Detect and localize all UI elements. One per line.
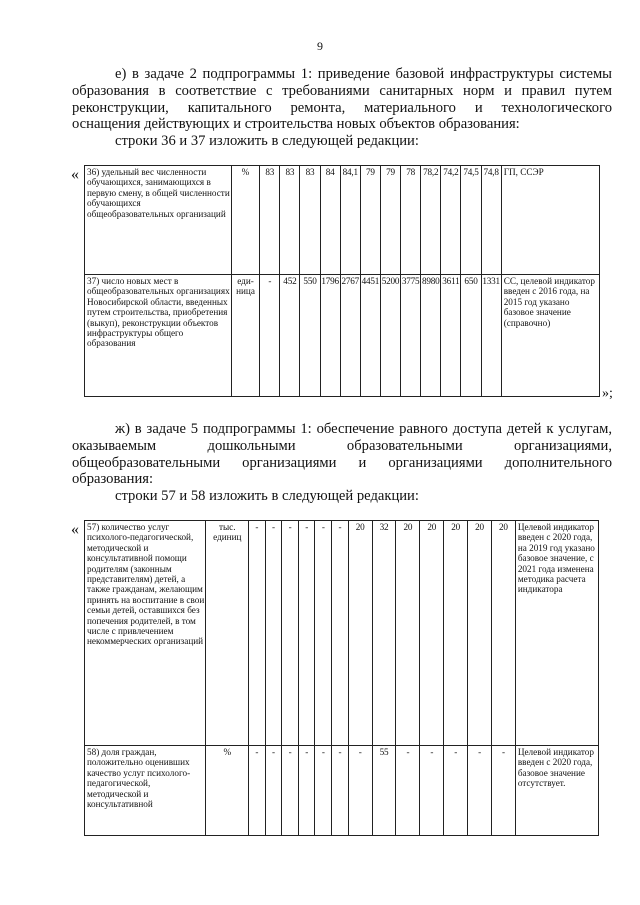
table2-row-57: [85, 521, 599, 746]
section-zh-line-2: оказываемым дошкольными образовательными организациями,: [72, 437, 612, 454]
row-57-value: 20: [348, 521, 372, 746]
section-zh-line-3: общеобразовательными организациями и организациями дополнительного: [72, 454, 612, 471]
row-36-value: 74,5: [461, 166, 481, 275]
row-57-value: -: [265, 521, 282, 746]
row-37-value: 550: [300, 275, 320, 397]
row-36-value: 79: [360, 166, 380, 275]
row-37-unit: еди-ница: [231, 275, 259, 397]
section-e-line-1: е) в задаче 2 подпрограммы 1: приведение базовой инфраструктуры системы: [115, 66, 612, 82]
row-57-value: 20: [396, 521, 420, 746]
row-36-value: 78: [401, 166, 421, 275]
row-57-unit: тыс. единиц: [206, 521, 249, 746]
section-zh-line-1: ж) в задаче 5 подпрограммы 1: обеспечение равного доступа детей к услугам,: [115, 421, 612, 437]
row-36-value: 84: [320, 166, 340, 275]
row-36-unit: %: [231, 166, 259, 275]
row-57-value: 20: [491, 521, 515, 746]
table1-row-37: [85, 275, 600, 397]
row-37-value: 3611: [441, 275, 461, 397]
row-37-value: 1796: [320, 275, 340, 397]
row-58-value: -: [444, 746, 468, 836]
row-37-note: СС, целевой индикатор введен с 2016 года, на 2015 год указано базовое значение (справочно): [501, 275, 599, 397]
row-58-note: Целевой индикатор введен с 2020 года, базовое значение отсутствует.: [515, 746, 598, 836]
row-37-value: 650: [461, 275, 481, 397]
row-58-value: -: [298, 746, 315, 836]
row-57-value: 20: [468, 521, 492, 746]
row-36-note: ГП, ССЭР: [501, 166, 599, 275]
row-57-value: -: [332, 521, 349, 746]
table2-open-quote: «: [71, 521, 79, 538]
row-37-value: 2767: [340, 275, 360, 397]
row-58-value: -: [249, 746, 266, 836]
row-57-value: -: [282, 521, 299, 746]
section-e-line-2: образования в соответствие с требованиями санитарных норм и правил путем: [72, 82, 612, 99]
row-57-note: Целевой индикатор введен с 2020 года, на 2019 год указано базовое значение, с 2021 года изменена методика расчета индикатора: [515, 521, 598, 746]
row-37-value: 452: [280, 275, 300, 397]
row-58-value: -: [315, 746, 332, 836]
row-36-value: 74,8: [481, 166, 501, 275]
table1-open-quote: «: [71, 166, 79, 183]
section-e-line-4: оснащения действующих и строительства новых объектов образования:: [72, 116, 520, 133]
table1-row-36: [85, 166, 600, 275]
row-57-value: -: [298, 521, 315, 746]
row-58-value: -: [420, 746, 444, 836]
row-58-value: -: [348, 746, 372, 836]
row-37-value: 3775: [401, 275, 421, 397]
row-58-value: -: [282, 746, 299, 836]
row-58-value: 55: [372, 746, 396, 836]
row-58-unit: %: [206, 746, 249, 836]
row-58-name: 58) доля граждан, положительно оценивших качество услуг психолого-педагогической, методической и консультативной: [85, 746, 206, 836]
row-36-value: 79: [380, 166, 400, 275]
table1-close-quote: »;: [602, 386, 613, 401]
row-58-value: -: [491, 746, 515, 836]
row-36-value: 83: [300, 166, 320, 275]
row-57-value: -: [249, 521, 266, 746]
row-36-value: 78,2: [421, 166, 441, 275]
row-58-value: -: [332, 746, 349, 836]
row-58-value: -: [468, 746, 492, 836]
row-36-value: 83: [260, 166, 280, 275]
table1: [84, 165, 600, 397]
section-e-line-3: реконструкции, капитального ремонта, материального и технологического: [72, 99, 612, 116]
row-36-value: 84,1: [340, 166, 360, 275]
row-57-value: 20: [444, 521, 468, 746]
section-zh-paragraph: [72, 421, 612, 505]
row-58-value: -: [265, 746, 282, 836]
section-e-paragraph: [72, 66, 612, 150]
row-37-value: 8980: [421, 275, 441, 397]
section-e-instruction: строки 36 и 37 изложить в следующей редакции:: [115, 133, 419, 150]
row-57-value: -: [315, 521, 332, 746]
row-37-name: 37) число новых мест в общеобразовательных организациях Новосибирской области, введенных путем строительства, приобретения (выкуп), реконструкции объектов инфраструктуры общего образования: [85, 275, 232, 397]
table2: [84, 520, 599, 836]
row-37-value: -: [260, 275, 280, 397]
row-37-value: 1331: [481, 275, 501, 397]
page-number: 9: [317, 39, 323, 53]
row-36-name: 36) удельный вес численности обучающихся, занимающихся в первую смену, в общей численности обучающихся общеобразовательных организаций: [85, 166, 232, 275]
row-58-value: -: [396, 746, 420, 836]
table2-row-58: [85, 746, 599, 836]
row-57-value: 32: [372, 521, 396, 746]
row-37-value: 5200: [380, 275, 400, 397]
row-36-value: 74,2: [441, 166, 461, 275]
section-zh-instruction: строки 57 и 58 изложить в следующей редакции:: [115, 488, 419, 505]
row-37-value: 4451: [360, 275, 380, 397]
row-57-value: 20: [420, 521, 444, 746]
row-36-value: 83: [280, 166, 300, 275]
row-57-name: 57) количество услуг психолого-педагогической, методической и консультативной помощи родителям (законным представителям) детей, а также гражданам, желающим принять на воспитание в свои семьи детей, оставшихся без попечения родителей, в том числе с привлечением некоммерческих организаций: [85, 521, 206, 746]
section-zh-line-4: образования:: [72, 471, 154, 488]
